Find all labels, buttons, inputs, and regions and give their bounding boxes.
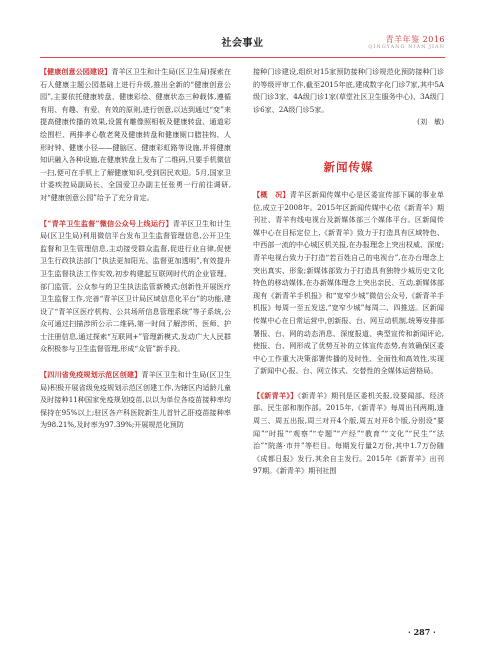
author-credit: (刘 敏) [417,117,444,127]
heading-xinqingyang: 【《新青羊》】 [253,390,298,400]
right-column [253,66,444,478]
heading-health-park: 【健康创意公园建设】 [40,67,112,76]
paragraph-clinic-continued: 接种门诊建设,组织对15家预防接种门诊规范化预防接种门诊的等级评审工作,截至2015年底,建成数字化门诊7家,其中5A级门诊3家、4A级门诊1家(草堂社区卫生服务中心)、3A级门诊6家、2A级门诊5家。 [253,67,444,114]
paragraph-wechat: 【“青羊卫生监督”微信公众号上线运行】青羊区卫生和计生局(区卫生局)利用微信平台发布卫生监督管理信息,公开卫生监督和卫生管理信息,主动接受群众监督,促进行业自律,促使卫生行政执法部门“执法更加阳光、监督更加透明”,有效提升卫生监督执法工作实效,初步构建起互联网时代的企业管理、部门监管、公众参与的卫生执法监管新模式;创新性开展医疗卫生监督工作,完善“青羊区卫计局区域信息化平台”的功能,建设了“青羊区医疗机构、公共场所信息管理系统”等子系统,公众可通过扫描涉所公示二维码,第一时间了解涉所、医师、护士注册信息,通过探索“互联网+”管理新模式,发动广大人民群众积极参与卫生监督管理,形成“众管”新手段。 [40,218,231,354]
section-title-news-media: 新闻传媒 [323,159,374,174]
paragraph-overview: 【概 况】青羊区新闻传媒中心是区委宣传部下属的事业单位,成立于2008年。2015年区新闻传媒中心依《新青羊》期刊社、青羊有线电视台及新媒体部三个媒体平台。区新闻传媒中心在目标定位上,《新青羊》致力于打造具有区域特色、中西部一流的中心城区机关报,在办报理念上突出权威、深度;青羊电视台致力于打造“若百姓自己的电视台”,在办台理念上突出真实、形象;新媒体部致力于打造具有独特少城历史文化特色的移动媒体,在办新媒体理念上突出亲民、互动,新媒体部现有《新青羊手机报》和“宽窄少城”微信公众号,《新青羊手机报》每周一至五发送,“宽窄少城”每周二、四推送。区新闻传媒中心在日常运营中,创新报、台、网互动机制,统筹安排部署报、台、网的动态消息、深度报道、典型宣传和新闻评论,使报、台、网形成了优势互补的立体宣传态势,有效确保区委中心工作重大决策部署传播的及时性、全面性和高效性,实现了新闻中心报、台、网立体式、交替性的全媒体运营格局。 [253,189,444,376]
left-column [40,66,231,432]
page-number: · 287 · [408,627,436,637]
header-rule [40,57,445,58]
heading-wechat: 【“青羊卫生监督”微信公众号上线运行】 [40,218,173,228]
page-header [40,34,445,56]
section-name: 社会事业 [221,38,264,49]
paragraph-xinqingyang: 【《新青羊》】《新青羊》期刊是区委机关报,设要闻部、经济部、民生部和制作部。2015年,《新青羊》每周出刊两期,逢周三、周五出报,周三对开4个版,周五对开8个版,分别设“要闻”“时报”“观察”“专题”“产经”“教育”“文化”“民生”“法治”“院落·市井”等栏目。每期发行量2万份,其中1.7万份随《成都日报》发行,其余自主发行。2015年《新青羊》出刊97期。《新青羊》期刊社围 [253,390,444,476]
paragraph-health-park: 【健康创意公园建设】青羊区卫生和计生局(区卫生局)探索在石人健康主题公园基础上进行升级,推出全新的“健康创意公园”,主要依托健康转盘、健康彩绘、健康状态三种载体,遵循有用、有趣、有爱、有效的原则,进行创意,以达到通过“变”来提高健康传播的效果,设置有雕像照相板及健康转盘、通道彩绘围栏、两排孝心敬老凳及健康转盘和健康厕口腊挂钩、人形时钟、健康小径——健脑区、健康彩虹路等设施,并将健康知识融入各种设施,在健康转盘上发布了二维码,只要手机微信一扫,便可在手机上了解健康知识,受到居民欢迎。5月,国家卫计委疾控局副局长、全国爱卫办副主任张勇一行前往调研,对“健康创意公园”给予了充分肯定。 [40,67,232,202]
paragraph-immunization: 【四川省免疫规划示范区创建】青羊区卫生和计生局(区卫生局)积极开展省级免疫规划示范区创建工作,为辖区内适龄儿童及时接种11种国家免疫规划疫苗,以以为单位各疫苗接种率均保持在95%以上;驻区各产科医院新生儿首针乙肝疫苗接种率为98.21%,及时率为97.39%;开展规范化预防 [40,370,231,430]
heading-immunization: 【四川省免疫规划示范区创建】 [40,370,142,380]
yearbook-title: 青羊年鉴 2016 [385,35,445,44]
heading-overview: 【概 况】 [253,189,290,199]
yearbook-pinyin: QINGYANG NIAN JIAN [368,44,445,50]
